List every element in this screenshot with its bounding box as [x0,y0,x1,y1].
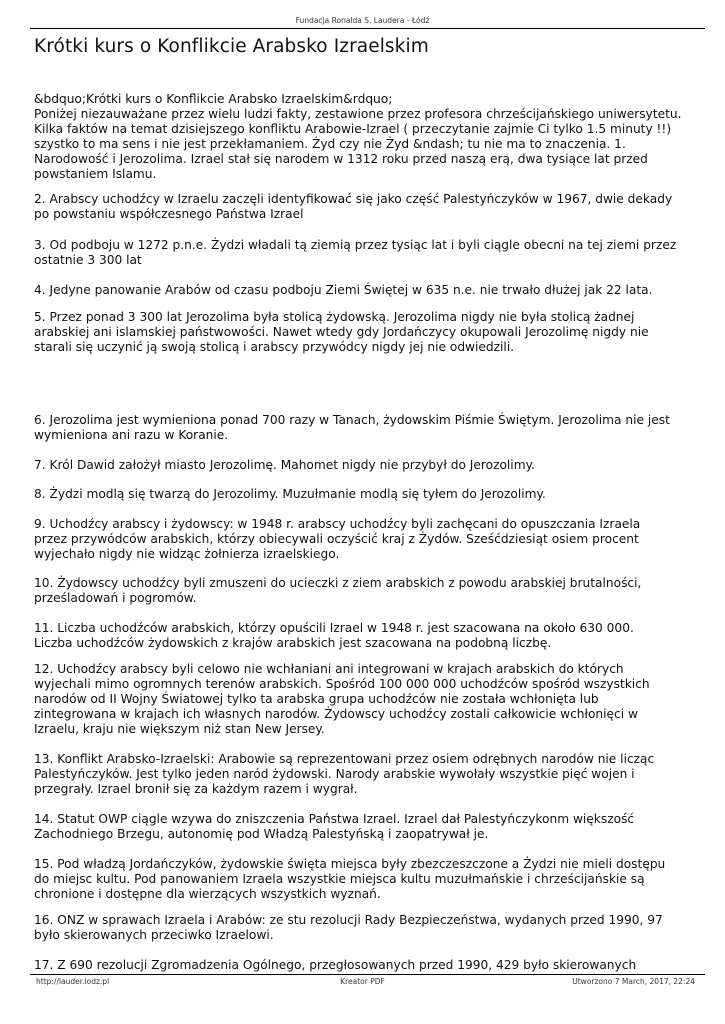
text-line: było skierowanych przeciwko Izraelowi. [34,928,274,942]
text-line: starali się uczynić ją swoją stolicą i arabscy przywódcy nigdy jej nie odwiedzili. [34,340,515,354]
text-line: Zachodniego Brzegu, autonomię pod Władzą Palestyńską i zaopatrywał je. [34,827,489,841]
text-line: 16. ONZ w sprawach Izraela i Arabów: ze stu rezolucji Rady Bezpieczeństwa, wydanych przed 1990, 97 [34,913,663,927]
text-line: ostatnie 3 300 lat [34,253,142,267]
text-line: 12. Uchodźcy arabscy byli celowo nie wchłaniani ani integrowani w krajach arabskich do których [34,662,624,676]
text-line: 2. Arabscy uchodźcy w Izraelu zaczęli identyfikować się jako część Palestyńczyków w 1967, dwie dekady [34,192,673,206]
text-line: 17. Z 690 rezolucji Zgromadzenia Ogólnego, przegłosowanych przed 1990, 429 było skierowanych [34,958,637,972]
text-line: Izraelu, kraju nie większym niż stan New Jersey. [34,722,325,736]
text-line: wyjechali mimo ogromnych terenów arabskich. Spośród 100 000 000 uchodźców spośród wszystkich [34,677,650,691]
text-line: szystko to ma sens i nie jest przekłamaniem. Żyd czy nie Żyd &ndash; tu nie ma to znaczenia. 1. [34,137,626,151]
text-line: arabskiej ani islamskiej państwowości. Nawet wtedy gdy Jordańczycy okupowali Jerozolimę nigdy nie [34,325,649,339]
page-header: Fundacja Ronalda S. Laudera - Łódź [295,16,430,25]
text-line: 10. Żydowscy uchodźcy byli zmuszeni do ucieczki z ziem arabskich z powodu arabskiej brutalności, [34,576,642,590]
text-line: 4. Jedyne panowanie Arabów od czasu podboju Ziemi Świętej w 635 n.e. nie trwało dłużej jak 22 lata. [34,283,653,297]
text-line: 7. Król Dawid założył miasto Jerozolimę. Mahomet nigdy nie przybył do Jerozolimy. [34,458,535,472]
text-line: Kilka faktów na temat dzisiejszego konfliktu Arabowie-Izrael ( przeczytanie zajmie Ci tylko 1.5 minuty !!) [34,122,672,136]
text-line: 9. Uchodźcy arabscy i żydowscy: w 1948 r. arabscy uchodźcy byli zachęcani do opuszczania Izraela [34,517,641,531]
header-divider [30,28,705,29]
text-line: narodów od II Wojny Światowej tylko ta arabska grupa uchodźców nie została wchłonięta lub [34,692,599,706]
text-line: chronione i dostępne dla wierzących wszystkich wyznań. [34,887,381,901]
text-line: powstaniem Islamu. [34,167,157,181]
text-line: 3. Od podboju w 1272 p.n.e. Żydzi władali tą ziemią przez tysiąc lat i byli ciągle obecni na tej ziemi przez [34,238,677,252]
text-line: 13. Konflikt Arabsko-Izraelski: Arabowie są reprezentowani przez osiem odrębnych narodów nie licząc [34,752,655,766]
text-line: Poniżej niezauważane przez wielu ludzi fakty, zestawione przez profesora chrześcijańskiego uniwersytetu. [34,107,682,121]
text-line: &bdquo;Krótki kurs o Konflikcie Arabsko Izraelskim&rdquo; [34,92,393,106]
text-line: wyjechało nigdy nie widząc żołnierza izraelskiego. [34,547,340,561]
text-line: Liczba uchodźców żydowskich z krajów arabskich jest szacowana na podobną liczbę. [34,636,552,650]
text-line: do miejsc kultu. Pod panowaniem Izraela wszystkie miejsca kultu muzułmańskie i chrześcijańskie są [34,872,645,886]
page-title: Krótki kurs o Konflikcie Arabsko Izraelskim [34,36,429,57]
text-line: po powstaniu współczesnego Państwa Izrael [34,207,304,221]
text-line: prześladowań i pogromów. [34,591,197,605]
text-line: 14. Statut OWP ciągle wzywa do zniszczenia Państwa Izrael. Izrael dał Palestyńczykonm większość [34,812,635,826]
text-line: zintegrowana w krajach ich własnych narodów. Żydowscy uchodźcy zostali całkowicie wchłonięci w [34,707,638,721]
text-line: Palestyńczyków. Jest tylko jeden naród żydowski. Narody arabskie wywołały wszystkie pięć wojen i [34,767,635,781]
text-line: 6. Jerozolima jest wymieniona ponad 700 razy w Tanach, żydowskim Piśmie Świętym. Jerozolima nie jest [34,413,670,427]
text-line: wymieniona ani razu w Koranie. [34,428,229,442]
footer-creator: Kreator PDF [340,977,385,986]
footer-url[interactable]: http://lauder.lodz.pl [36,977,110,986]
footer-created-date: Utworzono 7 March, 2017, 22:24 [572,977,695,986]
text-line: przez przywódców arabskich, którzy obiecywali oczyścić kraj z Żydów. Sześćdziesiąt osiem procent [34,532,639,546]
text-line: 8. Żydzi modlą się twarzą do Jerozolimy. Muzułmanie modlą się tyłem do Jerozolimy. [34,487,546,501]
text-line: przegrały. Izrael bronił się za każdym razem i wygrał. [34,782,358,796]
footer-divider [30,974,705,975]
text-line: 15. Pod władzą Jordańczyków, żydowskie święta miejsca były zbezczeszczone a Żydzi nie mieli dostępu [34,857,666,871]
text-line: 5. Przez ponad 3 300 lat Jerozolima była stolicą żydowską. Jerozolima nigdy nie była stolicą żadnej [34,310,635,324]
text-line: Narodowość i Jerozolima. Izrael stał się narodem w 1312 roku przed naszą erą, dwa tysiące lat przed [34,152,648,166]
text-line: 11. Liczba uchodźców arabskich, którzy opuścili Izrael w 1948 r. jest szacowana na około 630 000. [34,621,634,635]
